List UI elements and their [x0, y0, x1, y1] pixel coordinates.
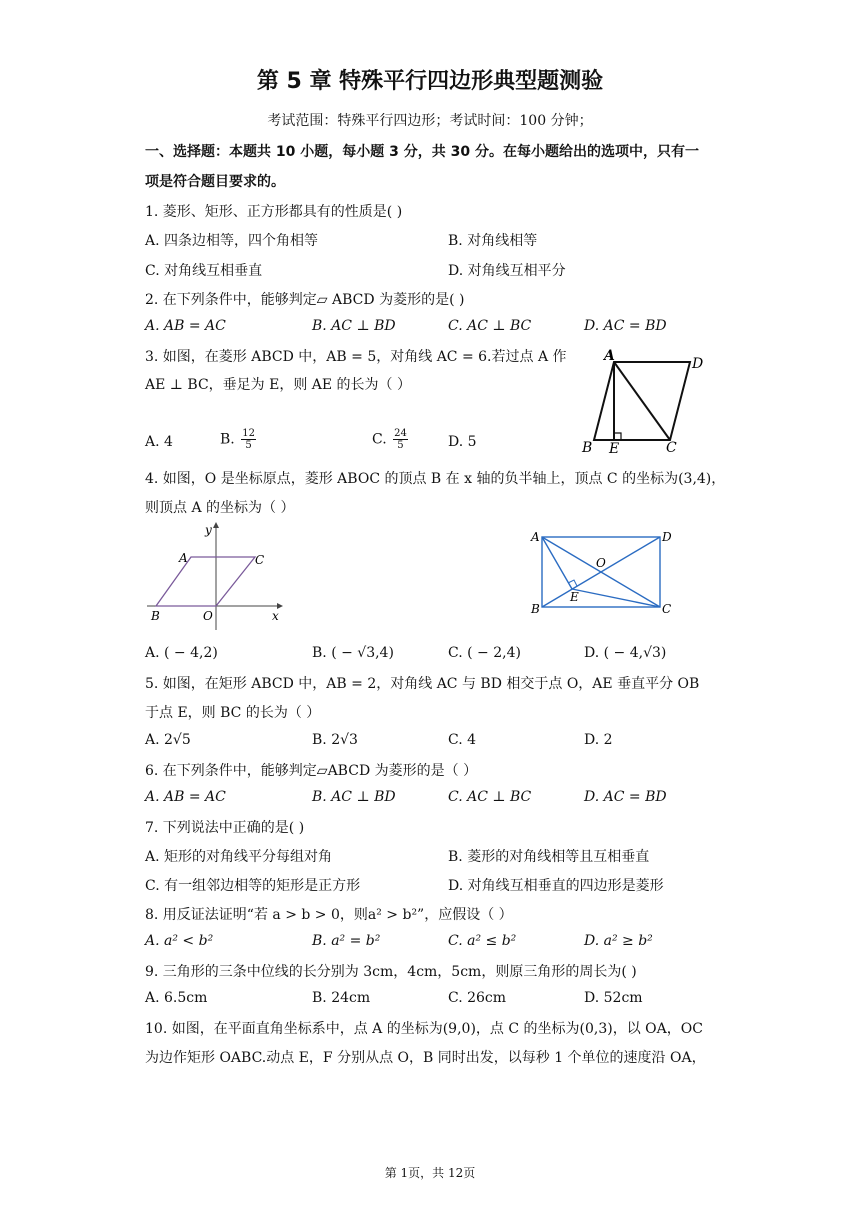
label-e: E — [570, 590, 579, 604]
question-4-option-d: D. ( − 4,√3) — [584, 645, 667, 661]
question-7-stem: 7. 下列说法中正确的是( ) — [145, 820, 305, 836]
question-6-option-b: B. AC ⊥ BD — [312, 789, 396, 805]
rhombus-figure — [578, 344, 718, 456]
question-2-stem: 2. 在下列条件中，能够判定▱ ABCD 为菱形的是( ) — [145, 292, 465, 308]
question-5-option-c: C. 4 — [448, 732, 477, 748]
label-a: A — [604, 348, 615, 364]
question-2-option-b: B. AC ⊥ BD — [312, 318, 396, 334]
question-2-option-a: A. AB = AC — [145, 318, 226, 334]
label-x: x — [272, 609, 279, 623]
question-7-option-b: B. 菱形的对角线相等且互相垂直 — [448, 849, 650, 865]
question-7-option-a: A. 矩形的对角线平分每组对角 — [145, 849, 333, 865]
right-angle-mark — [614, 433, 621, 440]
question-5-option-b: B. 2√3 — [312, 732, 358, 748]
label-c: C — [255, 553, 265, 567]
question-3-option-d: D. 5 — [448, 434, 477, 450]
question-8-option-c: C. a² ≤ b² — [448, 933, 517, 949]
question-5-stem-line-1: 5. 如图，在矩形 ABCD 中，AB = 2，对角线 AC 与 BD 相交于点 O，AE 垂直平分 OB — [145, 676, 700, 692]
question-8-option-a: A. a² < b² — [145, 933, 214, 949]
question-8-stem: 8. 用反证法证明“若 a > b > 0，则a² > b²”，应假设（ ） — [145, 907, 513, 923]
label-b: B — [582, 440, 593, 456]
label-b: B — [531, 602, 540, 616]
y-axis-arrow — [213, 522, 219, 528]
segment-ce — [572, 589, 660, 607]
question-6-option-d: D. AC = BD — [584, 789, 667, 805]
diagonal-ac — [614, 362, 670, 440]
question-1-option-d: D. 对角线互相平分 — [448, 263, 566, 279]
question-8-option-b: B. a² = b² — [312, 933, 381, 949]
question-5-option-d: D. 2 — [584, 732, 613, 748]
question-9-option-d: D. 52cm — [584, 990, 643, 1006]
question-10-stem-line-1: 10. 如图，在平面直角坐标系中，点 A 的坐标为(9,0)，点 C 的坐标为(0,3)，以 OA，OC — [145, 1021, 703, 1037]
label-a: A — [179, 551, 188, 565]
label-d: D — [662, 530, 672, 544]
question-9-stem: 9. 三角形的三条中位线的长分别为 3cm，4cm，5cm，则原三角形的周长为( ) — [145, 964, 637, 980]
question-4-stem-line-1: 4. 如图，O 是坐标原点，菱形 ABOC 的顶点 B 在 x 轴的负半轴上，顶点 C 的坐标为(3,4)， — [145, 471, 726, 487]
question-5-stem-line-2: 于点 E，则 BC 的长为（ ） — [145, 705, 321, 721]
label-b: B — [151, 609, 160, 623]
question-3-stem-line-1: 3. 如图，在菱形 ABCD 中，AB = 5，对角线 AC = 6.若过点 A 作 — [145, 349, 567, 365]
question-10-stem-line-2: 为边作矩形 OABC.动点 E，F 分别从点 O，B 同时出发，以每秒 1 个单位的速度沿 OA， — [145, 1050, 706, 1066]
label-o: O — [203, 609, 213, 623]
question-1-option-c: C. 对角线互相垂直 — [145, 263, 263, 279]
question-6-option-a: A. AB = AC — [145, 789, 226, 805]
fraction-24-5: $\frac{24}{5}$ — [394, 428, 407, 451]
question-3-option-c: C. $\frac{24}{5}$ — [372, 428, 407, 451]
section-heading-line-1: 一、选择题：本题共 10 小题，每小题 3 分，共 30 分。在每小题给出的选项中，只有一 — [145, 144, 699, 160]
question-3-option-a: A. 4 — [145, 434, 173, 450]
coordinate-rhombus-figure — [143, 520, 288, 632]
question-4-option-a: A. ( − 4,2) — [145, 645, 218, 661]
question-5-option-a: A. 2√5 — [145, 732, 191, 748]
question-6-stem: 6. 在下列条件中，能够判定▱ABCD 为菱形的是（ ） — [145, 763, 478, 779]
question-4-option-c: C. ( − 2,4) — [448, 645, 521, 661]
page-footer: 第 1页，共 12页 — [384, 1166, 476, 1180]
label-d: D — [692, 356, 704, 372]
question-1-option-b: B. 对角线相等 — [448, 233, 538, 249]
label-o: O — [596, 556, 606, 570]
question-9-option-c: C. 26cm — [448, 990, 507, 1006]
label-y: y — [205, 523, 212, 537]
question-3-stem-line-2: AE ⊥ BC，垂足为 E，则 AE 的长为（ ） — [145, 377, 412, 393]
question-8-option-d: D. a² ≥ b² — [584, 933, 653, 949]
question-7-option-d: D. 对角线互相垂直的四边形是菱形 — [448, 878, 664, 894]
rectangle-figure — [528, 528, 674, 618]
question-2-option-c: C. AC ⊥ BC — [448, 318, 532, 334]
segment-ae — [542, 537, 572, 589]
question-9-option-b: B. 24cm — [312, 990, 371, 1006]
question-4-stem-line-2: 则顶点 A 的坐标为（ ） — [145, 500, 295, 516]
label-c: C — [662, 602, 672, 616]
page-subtitle: 考试范围：特殊平行四边形；考试时间：100 分钟； — [267, 113, 593, 129]
question-6-option-c: C. AC ⊥ BC — [448, 789, 532, 805]
page-title: 第 5 章 特殊平行四边形典型题测验 — [256, 69, 604, 94]
label-e: E — [609, 441, 620, 456]
question-1-stem: 1. 菱形、矩形、正方形都具有的性质是( ) — [145, 204, 403, 220]
label-a: A — [531, 530, 540, 544]
fraction-12-5: $\frac{12}{5}$ — [242, 428, 255, 451]
rhombus-abo-c — [156, 557, 255, 606]
question-4-option-b: B. ( − √3,4) — [312, 645, 394, 661]
question-9-option-a: A. 6.5cm — [145, 990, 208, 1006]
question-1-option-a: A. 四条边相等，四个角相等 — [145, 233, 319, 249]
section-heading-line-2: 项是符合题目要求的。 — [145, 174, 285, 190]
question-3-option-b: B. $\frac{12}{5}$ — [220, 428, 255, 451]
label-c: C — [666, 440, 677, 456]
question-7-option-c: C. 有一组邻边相等的矩形是正方形 — [145, 878, 361, 894]
question-2-option-d: D. AC = BD — [584, 318, 667, 334]
